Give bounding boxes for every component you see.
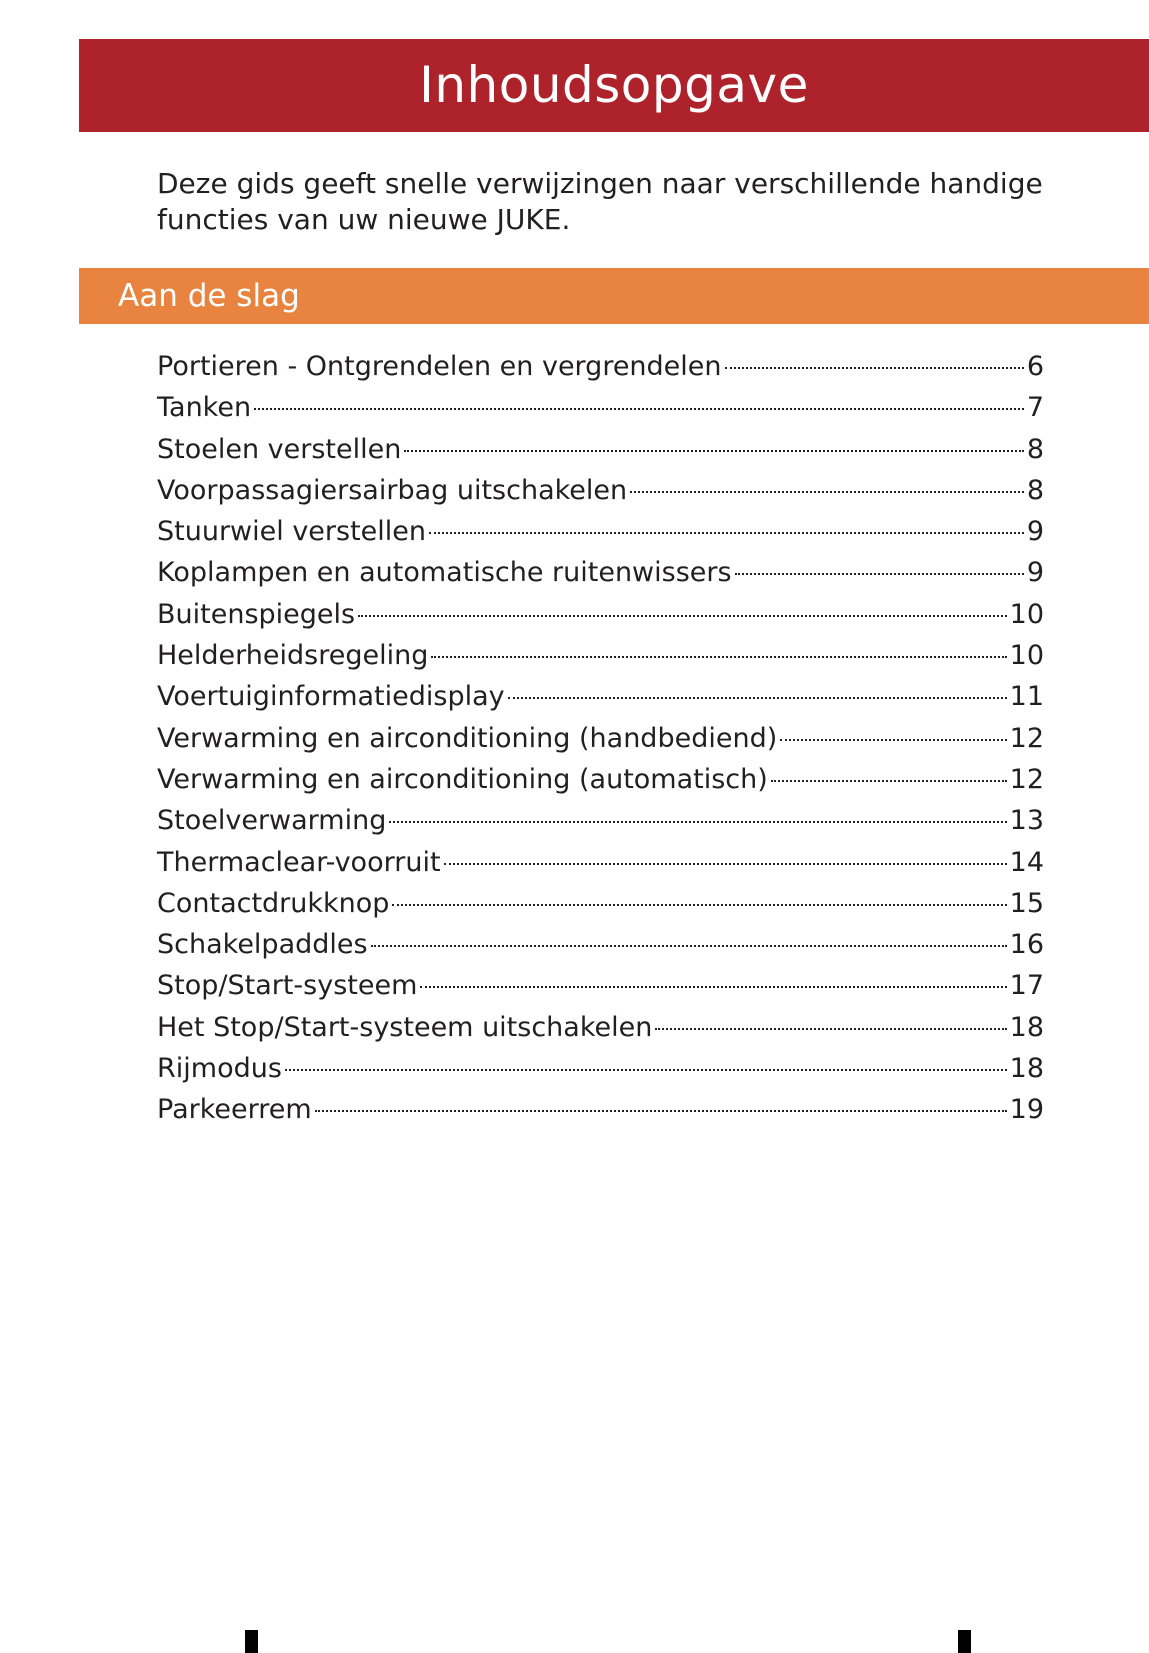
toc-entry[interactable]: [157, 676, 1044, 717]
toc-entry[interactable]: [157, 965, 1044, 1006]
toc-dot-leader: [420, 986, 1006, 988]
toc-entry-label: Verwarming en airconditioning (automatisch): [157, 763, 768, 795]
toc-entry-page: 12: [1009, 763, 1044, 795]
toc-entry-page: 13: [1009, 805, 1044, 837]
toc-entry-label: Stuurwiel verstellen: [157, 516, 427, 548]
toc-entry-label: Het Stop/Start-systeem uitschakelen: [157, 1011, 653, 1043]
section-banner: [79, 268, 1149, 324]
toc-entry-label: Contactdrukknop: [157, 887, 390, 919]
section-heading: Aan de slag: [118, 278, 300, 314]
toc-entry[interactable]: [157, 1089, 1044, 1130]
toc-dot-leader: [285, 1069, 1007, 1071]
toc-entry-page: 8: [1026, 433, 1044, 465]
toc-dot-leader: [431, 656, 1006, 658]
toc-dot-leader: [371, 945, 1007, 947]
toc-entry[interactable]: [157, 635, 1044, 676]
crop-mark-right: [958, 1630, 971, 1653]
toc-entry-page: 12: [1009, 722, 1044, 754]
toc-entry-page: 6: [1026, 351, 1044, 382]
toc-entry[interactable]: [157, 346, 1044, 387]
toc-entry-label: Buitenspiegels: [157, 598, 356, 630]
toc-dot-leader: [254, 408, 1024, 410]
toc-dot-leader: [725, 367, 1024, 369]
toc-entry-label: Verwarming en airconditioning (handbediend): [157, 722, 778, 754]
toc-entry-page: 8: [1026, 474, 1044, 506]
toc-dot-leader: [444, 863, 1007, 865]
toc-entry-label: Portieren - Ontgrendelen en vergrendelen: [157, 351, 722, 382]
toc-dot-leader: [630, 491, 1024, 493]
toc-entry[interactable]: [157, 1007, 1044, 1048]
toc-entry-page: 7: [1026, 392, 1044, 424]
toc-entry-label: Tanken: [157, 392, 252, 424]
toc-entry-label: Stoelen verstellen: [157, 433, 402, 465]
toc-entry[interactable]: [157, 1048, 1044, 1089]
toc-entry-label: Stoelverwarming: [157, 805, 387, 837]
toc-dot-leader: [771, 780, 1007, 782]
page-title: Inhoudsopgave: [419, 56, 809, 114]
toc-entry[interactable]: [157, 842, 1044, 883]
toc-dot-leader: [780, 739, 1006, 741]
table-of-contents: [157, 346, 1044, 1131]
toc-entry-page: 17: [1009, 970, 1044, 1002]
toc-entry-label: Thermaclear-voorruit: [157, 846, 441, 878]
toc-entry-page: 10: [1009, 640, 1044, 672]
toc-entry-label: Parkeerrem: [157, 1094, 312, 1126]
toc-entry-page: 9: [1026, 516, 1044, 548]
toc-entry-label: Koplampen en automatische ruitenwissers: [157, 557, 732, 589]
toc-entry-page: 9: [1026, 557, 1044, 589]
toc-entry[interactable]: [157, 759, 1044, 800]
title-banner: [79, 39, 1149, 132]
toc-entry-label: Voorpassagiersairbag uitschakelen: [157, 474, 628, 506]
toc-entry[interactable]: [157, 594, 1044, 635]
toc-dot-leader: [429, 532, 1024, 534]
toc-dot-leader: [508, 697, 1007, 699]
toc-entry[interactable]: [157, 800, 1044, 841]
toc-dot-leader: [404, 450, 1023, 452]
toc-entry-label: Stop/Start-systeem: [157, 970, 418, 1002]
toc-entry[interactable]: [157, 883, 1044, 924]
toc-entry-label: Rijmodus: [157, 1053, 282, 1085]
toc-dot-leader: [358, 615, 1007, 617]
toc-entry[interactable]: [157, 511, 1044, 552]
toc-entry[interactable]: [157, 552, 1044, 593]
toc-entry-label: Helderheidsregeling: [157, 640, 429, 672]
crop-mark-left: [245, 1630, 258, 1653]
toc-entry-page: 16: [1009, 929, 1044, 961]
intro-paragraph: Deze gids geeft snelle verwijzingen naar verschillende handige functies van uw nieuwe JUKE.: [157, 167, 1043, 236]
toc-entry-page: 18: [1009, 1053, 1044, 1085]
toc-dot-leader: [735, 573, 1024, 575]
toc-entry-page: 15: [1009, 887, 1044, 919]
toc-entry-label: Schakelpaddles: [157, 929, 368, 961]
toc-entry-label: Voertuiginformatiedisplay: [157, 681, 505, 713]
toc-entry[interactable]: [157, 718, 1044, 759]
toc-entry[interactable]: [157, 470, 1044, 511]
toc-dot-leader: [392, 904, 1006, 906]
toc-entry-page: 19: [1009, 1094, 1044, 1126]
toc-dot-leader: [389, 821, 1006, 823]
toc-entry[interactable]: [157, 429, 1044, 470]
toc-entry-page: 11: [1009, 681, 1044, 713]
toc-entry[interactable]: [157, 387, 1044, 428]
toc-dot-leader: [655, 1028, 1006, 1030]
toc-entry[interactable]: [157, 924, 1044, 965]
toc-entry-page: 18: [1009, 1011, 1044, 1043]
toc-dot-leader: [315, 1110, 1007, 1112]
toc-entry-page: 10: [1009, 598, 1044, 630]
toc-entry-page: 14: [1009, 846, 1044, 878]
